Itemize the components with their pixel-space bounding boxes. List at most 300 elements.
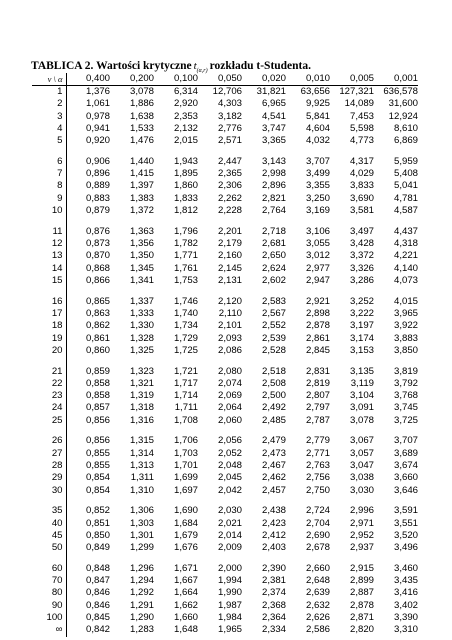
critical-value-cell: 1,708 xyxy=(173,414,198,426)
critical-value-cell: 1,990 xyxy=(217,587,242,599)
critical-value-cell: 3,250 xyxy=(305,192,330,204)
critical-value-cell: 2,334 xyxy=(261,624,286,636)
critical-value-cell: 4,303 xyxy=(217,98,242,110)
critical-value-cell: 0,857 xyxy=(85,402,110,414)
critical-value-cell: 1,337 xyxy=(129,295,154,307)
critical-value-cell: 2,074 xyxy=(217,377,242,389)
critical-value-cell: 3,497 xyxy=(349,225,374,237)
df-cell: 6 xyxy=(32,156,66,168)
critical-value-cell: 1,299 xyxy=(129,542,154,554)
df-cell: 100 xyxy=(32,612,66,624)
critical-value-cell: 3,745 xyxy=(393,402,418,414)
critical-value-cell: 3,922 xyxy=(393,320,418,332)
alpha-header: 0,050 xyxy=(198,73,242,86)
critical-value-cell: 2,365 xyxy=(217,168,242,180)
critical-value-cell: 0,896 xyxy=(85,168,110,180)
critical-value-cell: 1,328 xyxy=(129,332,154,344)
df-cell: 4 xyxy=(32,123,66,135)
critical-value-cell: 2,064 xyxy=(217,402,242,414)
critical-value-cell: 1,717 xyxy=(173,377,198,389)
critical-value-cell: 1,325 xyxy=(129,344,154,356)
critical-value-cell: 0,846 xyxy=(85,587,110,599)
critical-value-cell: 2,626 xyxy=(305,612,330,624)
critical-value-cell: 2,462 xyxy=(261,472,286,484)
critical-value-cell: 1,345 xyxy=(129,262,154,274)
critical-value-cell: 2,820 xyxy=(349,624,374,636)
df-cell: 18 xyxy=(32,320,66,332)
critical-value-cell: 4,015 xyxy=(393,295,418,307)
critical-value-cell: 2,898 xyxy=(305,307,330,319)
critical-value-cell: 3,038 xyxy=(349,472,374,484)
critical-value-cell: 0,846 xyxy=(85,599,110,611)
df-cell: 2 xyxy=(32,98,66,110)
critical-value-cell: 1,734 xyxy=(173,320,198,332)
df-cell: 9 xyxy=(32,193,66,205)
table-row xyxy=(32,505,418,517)
critical-value-cell: 2,571 xyxy=(217,135,242,147)
critical-value-cell: 3,747 xyxy=(261,122,286,134)
critical-value-cell: 3,499 xyxy=(305,168,330,180)
critical-value-cell: 1,703 xyxy=(173,447,198,459)
table-row xyxy=(32,308,418,320)
critical-value-cell: 0,873 xyxy=(85,238,110,250)
critical-value-cell: 2,201 xyxy=(217,225,242,237)
critical-value-cell: 1,660 xyxy=(173,612,198,624)
df-cell: 21 xyxy=(32,366,66,378)
title-suffix: rozkładu t-Studenta. xyxy=(209,60,312,72)
critical-value-cell: 2,438 xyxy=(261,505,286,517)
df-cell: 7 xyxy=(32,168,66,180)
group-spacer xyxy=(32,497,418,505)
table-row xyxy=(32,460,418,472)
critical-value-cell: 0,862 xyxy=(85,320,110,332)
critical-value-cell: 3,365 xyxy=(261,135,286,147)
critical-value-cell: 2,971 xyxy=(349,517,374,529)
critical-value-cell: 3,819 xyxy=(393,365,418,377)
critical-value-cell: 1,662 xyxy=(173,599,198,611)
table-row xyxy=(32,168,418,180)
critical-value-cell: 2,473 xyxy=(261,447,286,459)
critical-value-cell: 0,876 xyxy=(85,225,110,237)
table-row xyxy=(32,86,418,99)
critical-value-cell: 1,664 xyxy=(173,587,198,599)
critical-value-cell: 1,291 xyxy=(129,599,154,611)
critical-value-cell: 2,262 xyxy=(217,192,242,204)
alpha-header: 0,100 xyxy=(154,73,198,86)
critical-value-cell: 3,883 xyxy=(393,332,418,344)
critical-value-cell: 3,707 xyxy=(305,155,330,167)
df-cell: 40 xyxy=(32,518,66,530)
critical-value-cell: 3,143 xyxy=(261,155,286,167)
table-body xyxy=(32,86,418,637)
critical-value-cell: 3,551 xyxy=(393,517,418,529)
df-cell: 60 xyxy=(32,563,66,575)
critical-value-cell: 2,060 xyxy=(217,414,242,426)
critical-value-cell: 3,326 xyxy=(349,262,374,274)
table-row xyxy=(32,180,418,192)
critical-value-cell: 0,879 xyxy=(85,205,110,217)
critical-value-cell: 31,821 xyxy=(256,86,286,97)
critical-value-cell: 2,639 xyxy=(305,587,330,599)
table-row xyxy=(32,275,418,287)
table-row xyxy=(32,415,418,427)
critical-value-cell: 1,679 xyxy=(173,529,198,541)
table-row xyxy=(32,518,418,530)
critical-value-cell: 5,041 xyxy=(393,180,418,192)
critical-value-cell: 2,756 xyxy=(305,472,330,484)
df-cell: 10 xyxy=(32,205,66,217)
df-cell: 29 xyxy=(32,472,66,484)
critical-value-cell: 1,533 xyxy=(129,122,154,134)
critical-value-cell: 1,965 xyxy=(217,624,242,636)
critical-value-cell: 3,135 xyxy=(349,365,374,377)
critical-value-cell: 4,541 xyxy=(261,110,286,122)
critical-value-cell: 1,323 xyxy=(129,365,154,377)
critical-value-cell: 0,852 xyxy=(85,505,110,517)
df-cell: 45 xyxy=(32,530,66,542)
df-cell: 28 xyxy=(32,460,66,472)
critical-value-cell: 2,690 xyxy=(305,529,330,541)
df-cell: 19 xyxy=(32,333,66,345)
critical-value-cell: 1,684 xyxy=(173,517,198,529)
critical-value-cell: 5,959 xyxy=(393,155,418,167)
critical-value-cell: 2,915 xyxy=(349,562,374,574)
critical-value-cell: 3,725 xyxy=(393,414,418,426)
critical-value-cell: 1,341 xyxy=(129,274,154,286)
critical-value-cell: 0,847 xyxy=(85,575,110,587)
critical-value-cell: 2,861 xyxy=(305,332,330,344)
critical-value-cell: 1,303 xyxy=(129,517,154,529)
df-cell: 5 xyxy=(32,135,66,147)
critical-value-cell: 2,819 xyxy=(305,377,330,389)
critical-value-cell: 2,080 xyxy=(217,365,242,377)
critical-value-cell: 1,761 xyxy=(173,262,198,274)
critical-value-cell: 2,467 xyxy=(261,459,286,471)
critical-value-cell: 1,290 xyxy=(129,612,154,624)
critical-value-cell: 3,646 xyxy=(393,484,418,496)
critical-value-cell: 4,318 xyxy=(393,238,418,250)
alpha-header: 0,001 xyxy=(374,73,418,86)
critical-value-cell: 2,977 xyxy=(305,262,330,274)
critical-value-cell: 2,771 xyxy=(305,447,330,459)
alpha-header: 0,400 xyxy=(66,73,110,86)
critical-value-cell: 2,131 xyxy=(217,274,242,286)
critical-value-cell: 2,998 xyxy=(261,168,286,180)
critical-value-cell: 0,854 xyxy=(85,484,110,496)
critical-value-cell: 1,943 xyxy=(173,155,198,167)
critical-value-cell: 1,771 xyxy=(173,250,198,262)
critical-value-cell: 0,883 xyxy=(85,192,110,204)
critical-value-cell: 1,310 xyxy=(129,484,154,496)
critical-value-cell: 3,690 xyxy=(349,192,374,204)
critical-value-cell: 0,868 xyxy=(85,262,110,274)
t-symbol: $t_{(\alpha,r)}$ xyxy=(193,60,208,75)
critical-value-cell: 1,061 xyxy=(85,98,110,110)
header-row xyxy=(32,73,418,86)
critical-value-cell: 1,315 xyxy=(129,435,154,447)
critical-value-cell: 1,667 xyxy=(173,575,198,587)
critical-value-cell: 2,996 xyxy=(349,505,374,517)
critical-value-cell: 3,286 xyxy=(349,274,374,286)
critical-value-cell: 14,089 xyxy=(344,98,374,110)
df-cell: 27 xyxy=(32,448,66,460)
critical-value-cell: 2,457 xyxy=(261,484,286,496)
table-row xyxy=(32,205,418,217)
critical-value-cell: 3,106 xyxy=(305,225,330,237)
group-spacer xyxy=(32,427,418,435)
critical-value-cell: 9,925 xyxy=(305,98,330,110)
critical-value-cell: 2,704 xyxy=(305,517,330,529)
critical-value-cell: 2,750 xyxy=(305,484,330,496)
table-row xyxy=(32,156,418,168)
table-row xyxy=(32,320,418,332)
critical-value-cell: 12,706 xyxy=(212,86,242,97)
table-row xyxy=(32,485,418,497)
critical-value-cell: 2,145 xyxy=(217,262,242,274)
critical-value-cell: 2,764 xyxy=(261,205,286,217)
critical-value-cell: 3,460 xyxy=(393,562,418,574)
critical-value-cell: 2,678 xyxy=(305,542,330,554)
critical-value-cell: 0,845 xyxy=(85,612,110,624)
df-cell: 25 xyxy=(32,415,66,427)
critical-value-cell: 1,746 xyxy=(173,295,198,307)
critical-value-cell: 3,689 xyxy=(393,447,418,459)
critical-value-cell: 2,093 xyxy=(217,332,242,344)
table-row xyxy=(32,111,418,123)
critical-value-cell: 1,292 xyxy=(129,587,154,599)
df-cell: 90 xyxy=(32,600,66,612)
critical-value-cell: 3,252 xyxy=(349,295,374,307)
critical-value-cell: 2,479 xyxy=(261,435,286,447)
critical-value-cell: 4,587 xyxy=(393,205,418,217)
critical-value-cell: 1,638 xyxy=(129,110,154,122)
critical-value-cell: 3,965 xyxy=(393,307,418,319)
critical-value-cell: 2,120 xyxy=(217,295,242,307)
table-row xyxy=(32,530,418,542)
critical-value-cell: 1,476 xyxy=(129,135,154,147)
table-row xyxy=(32,624,418,636)
critical-value-cell: 2,681 xyxy=(261,238,286,250)
critical-value-cell: 2,485 xyxy=(261,414,286,426)
critical-value-cell: 0,850 xyxy=(85,529,110,541)
table-row xyxy=(32,238,418,250)
critical-value-cell: 2,878 xyxy=(349,599,374,611)
critical-value-cell: 2,586 xyxy=(305,624,330,636)
critical-value-cell: 3,174 xyxy=(349,332,374,344)
table-row xyxy=(32,263,418,275)
critical-value-cell: 1,301 xyxy=(129,529,154,541)
critical-value-cell: 3,416 xyxy=(393,587,418,599)
critical-value-cell: 2,528 xyxy=(261,344,286,356)
critical-value-cell: 3,057 xyxy=(349,447,374,459)
critical-value-cell: 1,697 xyxy=(173,484,198,496)
df-cell: 12 xyxy=(32,238,66,250)
df-cell: 8 xyxy=(32,180,66,192)
critical-value-cell: 5,408 xyxy=(393,168,418,180)
group-spacer xyxy=(32,357,418,365)
critical-value-cell: 1,699 xyxy=(173,472,198,484)
critical-value-cell: 1,376 xyxy=(85,86,110,97)
table-row xyxy=(32,542,418,554)
critical-value-cell: 2,374 xyxy=(261,587,286,599)
critical-value-cell: 1,886 xyxy=(129,98,154,110)
table-row xyxy=(32,123,418,135)
critical-value-cell: 1,294 xyxy=(129,575,154,587)
critical-value-cell: 1,314 xyxy=(129,447,154,459)
critical-value-cell: 1,690 xyxy=(173,505,198,517)
critical-value-cell: 2,887 xyxy=(349,587,374,599)
critical-value-cell: 3,850 xyxy=(393,344,418,356)
critical-value-cell: 12,924 xyxy=(388,110,418,122)
critical-value-cell: 8,610 xyxy=(393,122,418,134)
critical-value-cell: 0,848 xyxy=(85,562,110,574)
critical-value-cell: 2,132 xyxy=(173,122,198,134)
critical-value-cell: 1,725 xyxy=(173,344,198,356)
critical-value-cell: 3,402 xyxy=(393,599,418,611)
critical-value-cell: 3,091 xyxy=(349,402,374,414)
critical-value-cell: 0,920 xyxy=(85,135,110,147)
critical-value-cell: 1,714 xyxy=(173,390,198,402)
critical-value-cell: 0,855 xyxy=(85,459,110,471)
critical-value-cell: 1,397 xyxy=(129,180,154,192)
df-cell: 35 xyxy=(32,505,66,517)
critical-value-cell: 2,228 xyxy=(217,205,242,217)
critical-value-cell: 2,920 xyxy=(173,98,198,110)
t-distribution-table xyxy=(32,73,418,637)
critical-value-cell: 0,842 xyxy=(85,624,110,636)
critical-value-cell: 1,318 xyxy=(129,402,154,414)
critical-value-cell: 2,648 xyxy=(305,575,330,587)
critical-value-cell: 2,000 xyxy=(217,562,242,574)
critical-value-cell: 3,428 xyxy=(349,238,374,250)
df-cell: 24 xyxy=(32,402,66,414)
critical-value-cell: 4,032 xyxy=(305,135,330,147)
critical-value-cell: 2,403 xyxy=(261,542,286,554)
critical-value-cell: 2,101 xyxy=(217,320,242,332)
df-cell: 80 xyxy=(32,587,66,599)
table-row xyxy=(32,448,418,460)
alpha-header: 0,020 xyxy=(242,73,286,86)
critical-value-cell: 2,632 xyxy=(305,599,330,611)
critical-value-cell: 2,518 xyxy=(261,365,286,377)
critical-value-cell: 3,355 xyxy=(305,180,330,192)
critical-value-cell: 3,012 xyxy=(305,250,330,262)
critical-value-cell: 2,508 xyxy=(261,377,286,389)
critical-value-cell: 0,849 xyxy=(85,542,110,554)
critical-value-cell: 2,899 xyxy=(349,575,374,587)
critical-value-cell: 1,283 xyxy=(129,624,154,636)
df-cell: 17 xyxy=(32,308,66,320)
table-row xyxy=(32,612,418,624)
critical-value-cell: 2,921 xyxy=(305,295,330,307)
critical-value-cell: 3,055 xyxy=(305,238,330,250)
critical-value-cell: 0,866 xyxy=(85,274,110,286)
critical-value-cell: 2,724 xyxy=(305,505,330,517)
critical-value-cell: 2,845 xyxy=(305,344,330,356)
critical-value-cell: 1,701 xyxy=(173,459,198,471)
critical-value-cell: 2,650 xyxy=(261,250,286,262)
critical-value-cell: 4,221 xyxy=(393,250,418,262)
group-spacer xyxy=(32,147,418,155)
critical-value-cell: 2,660 xyxy=(305,562,330,574)
critical-value-cell: 1,753 xyxy=(173,274,198,286)
critical-value-cell: 3,496 xyxy=(393,542,418,554)
critical-value-cell: 2,009 xyxy=(217,542,242,554)
critical-value-cell: 2,878 xyxy=(305,320,330,332)
critical-value-cell: 1,356 xyxy=(129,238,154,250)
table-row xyxy=(32,563,418,575)
critical-value-cell: 31,600 xyxy=(388,98,418,110)
critical-value-cell: 3,833 xyxy=(349,180,374,192)
critical-value-cell: 63,656 xyxy=(300,86,330,97)
df-cell: 70 xyxy=(32,575,66,587)
critical-value-cell: 2,306 xyxy=(217,180,242,192)
table-row xyxy=(32,390,418,402)
critical-value-cell: 3,078 xyxy=(129,86,154,97)
alpha-header: 0,010 xyxy=(286,73,330,86)
table-row xyxy=(32,193,418,205)
critical-value-cell: 0,906 xyxy=(85,155,110,167)
critical-value-cell: 4,029 xyxy=(349,168,374,180)
critical-value-cell: 2,179 xyxy=(217,238,242,250)
critical-value-cell: 2,797 xyxy=(305,402,330,414)
critical-value-cell: 0,858 xyxy=(85,377,110,389)
critical-value-cell: 1,319 xyxy=(129,390,154,402)
critical-value-cell: 1,984 xyxy=(217,612,242,624)
critical-value-cell: 2,552 xyxy=(261,320,286,332)
critical-value-cell: 3,067 xyxy=(349,435,374,447)
critical-value-cell: 2,718 xyxy=(261,225,286,237)
critical-value-cell: 3,581 xyxy=(349,205,374,217)
critical-value-cell: 3,372 xyxy=(349,250,374,262)
critical-value-cell: 0,978 xyxy=(85,110,110,122)
df-cell: 50 xyxy=(32,542,66,554)
critical-value-cell: 0,863 xyxy=(85,307,110,319)
critical-value-cell: 1,676 xyxy=(173,542,198,554)
alpha-header: 0,005 xyxy=(330,73,374,86)
critical-value-cell: 1,860 xyxy=(173,180,198,192)
table-row xyxy=(32,98,418,110)
critical-value-cell: 1,740 xyxy=(173,307,198,319)
critical-value-cell: 1,415 xyxy=(129,168,154,180)
critical-value-cell: 1,895 xyxy=(173,168,198,180)
critical-value-cell: 1,648 xyxy=(173,624,198,636)
critical-value-cell: 3,435 xyxy=(393,575,418,587)
critical-value-cell: 0,855 xyxy=(85,447,110,459)
critical-value-cell: 2,947 xyxy=(305,274,330,286)
critical-value-cell: 2,896 xyxy=(261,180,286,192)
critical-value-cell: 2,602 xyxy=(261,274,286,286)
critical-value-cell: 2,821 xyxy=(261,192,286,204)
critical-value-cell: 2,015 xyxy=(173,135,198,147)
critical-value-cell: 3,768 xyxy=(393,390,418,402)
critical-value-cell: 0,941 xyxy=(85,122,110,134)
critical-value-cell: 2,069 xyxy=(217,390,242,402)
critical-value-cell: 0,889 xyxy=(85,180,110,192)
critical-value-cell: 2,412 xyxy=(261,529,286,541)
critical-value-cell: 0,859 xyxy=(85,365,110,377)
critical-value-cell: 0,854 xyxy=(85,472,110,484)
critical-value-cell: 2,048 xyxy=(217,459,242,471)
critical-value-cell: 3,707 xyxy=(393,435,418,447)
group-spacer xyxy=(32,217,418,225)
critical-value-cell: 1,296 xyxy=(129,562,154,574)
critical-value-cell: 2,871 xyxy=(349,612,374,624)
critical-value-cell: 3,153 xyxy=(349,344,374,356)
critical-value-cell: 3,182 xyxy=(217,110,242,122)
critical-value-cell: 2,492 xyxy=(261,402,286,414)
df-cell: 16 xyxy=(32,296,66,308)
